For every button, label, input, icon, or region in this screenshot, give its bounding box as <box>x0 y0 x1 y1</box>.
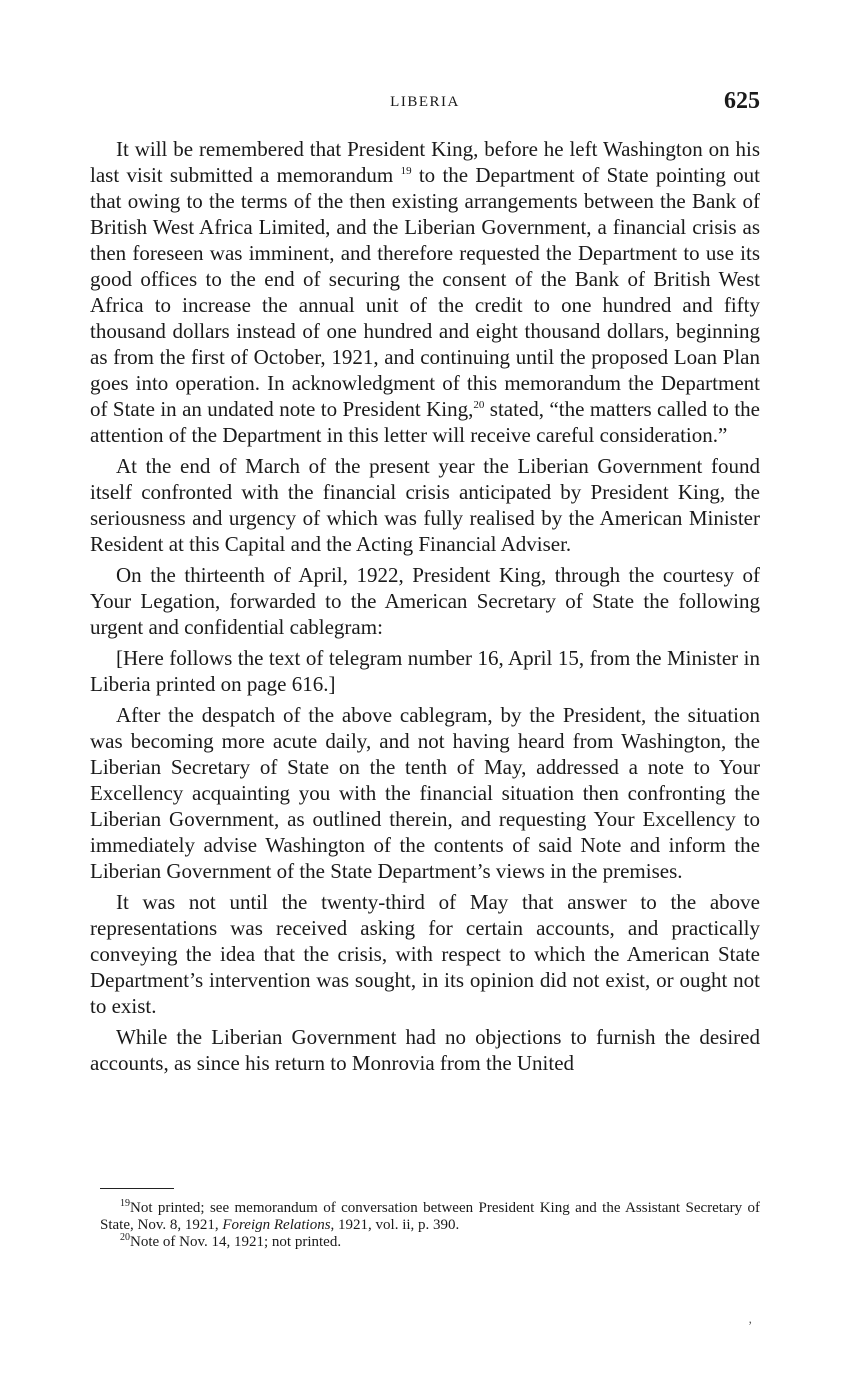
text-run: stated, “the matters called to the attention of the Department in this letter will receive careful consideration.” <box>90 397 761 447</box>
footnotes <box>100 1200 760 1251</box>
text-run: It will be remembered that President King, before he left Washington on his last visit submitted a memorandum <box>90 137 760 187</box>
paragraph <box>90 562 760 640</box>
body-text <box>90 136 760 1081</box>
page-number: 625 <box>724 88 760 114</box>
running-title: LIBERIA <box>390 94 460 110</box>
footnote-marker: 20 <box>120 1232 130 1243</box>
footnote-marker: 19 <box>400 165 412 177</box>
footnote-rule <box>100 1188 174 1189</box>
text-run: , 1921, vol. ii, p. 390. <box>330 1217 460 1233</box>
text-run: Note of Nov. 14, 1921; not printed. <box>130 1234 342 1250</box>
text-run: While the Liberian Government had no objections to furnish the desired accounts, as since his return to Monrovia from the United <box>90 1025 760 1075</box>
paragraph <box>90 889 760 1019</box>
paragraph <box>90 136 760 448</box>
italic-title: Foreign Relations <box>222 1217 331 1233</box>
footnote <box>100 1234 760 1251</box>
text-run: to the Department of State pointing out that owing to the terms of the then existing arrangements between the Bank of British West Africa Limited, and the Liberian Government, a financial crisis as then foreseen was imminent, and therefore requested the Department to use its good offices to the end of securing the consent of the Bank of British West Africa to increase the annual unit of the credit to one hundred and fifty thousand dollars instead of one hundred and eight thousand dollars, beginning as from the first of October, 1921, and continuing until the proposed Loan Plan goes into operation. In acknowledgment of this memorandum the Department of State in an undated note to President King, <box>90 163 760 421</box>
margin-mark: ’ <box>748 1318 753 1333</box>
paragraph <box>90 453 760 557</box>
text-run: It was not until the twenty-third of May that answer to the above representations was received asking for certain accounts, and practically conveying the idea that the crisis, with respect to which the American State Department’s intervention was sought, in its opinion did not exist, or ought not to exist. <box>90 890 760 1018</box>
running-head <box>90 88 760 122</box>
text-run: On the thirteenth of April, 1922, President King, through the courtesy of Your Legation, forwarded to the American Secretary of State the following urgent and confidential cablegram: <box>90 563 760 639</box>
footnote <box>100 1200 760 1234</box>
footnote-marker: 20 <box>473 399 485 411</box>
text-run: At the end of March of the present year the Liberian Government found itself confronted with the financial crisis anticipated by President King, the seriousness and urgency of which was fully realised by the American Minister Resident at this Capital and the Acting Financial Adviser. <box>90 454 760 556</box>
footnote-marker: 19 <box>120 1198 130 1209</box>
text-run: After the despatch of the above cablegram, by the President, the situation was becoming more acute daily, and not having heard from Washington, the Liberian Secretary of State on the tenth of May, addressed a note to Your Excellency acquainting you with the financial situation then confronting the Liberian Government, as outlined therein, and requesting Your Excellency to immediately advise Washington of the contents of said Note and inform the Liberian Government of the State Department’s views in the premises. <box>90 703 760 883</box>
paragraph <box>90 702 760 884</box>
text-run: Not printed; see memorandum of conversation between President King and the Assistant Secretary of State, Nov. 8, 1921, <box>100 1200 760 1233</box>
text-run: [Here follows the text of telegram number 16, April 15, from the Minister in Liberia printed on page 616.] <box>90 646 760 696</box>
paragraph <box>90 1024 760 1076</box>
paragraph <box>90 645 760 697</box>
